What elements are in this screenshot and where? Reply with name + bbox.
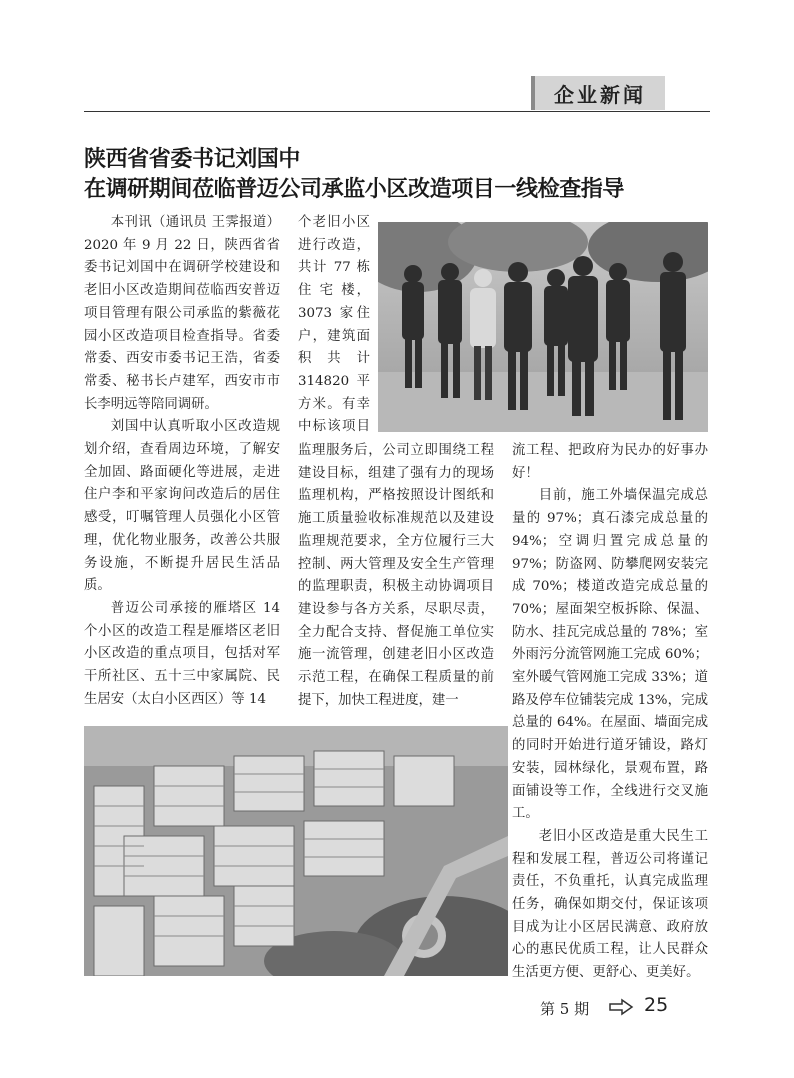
photo-aerial-residential-area <box>84 726 508 976</box>
section-tab: 企业新闻 <box>531 76 665 110</box>
text-column-narrow <box>298 212 370 439</box>
narrow-line: 314820 平 <box>298 373 370 389</box>
narrow-line: 积 共 计 <box>298 351 370 367</box>
pointing-hand-icon <box>608 996 634 1018</box>
narrow-line: 个老旧小区 <box>298 215 370 230</box>
narrow-line: 进行改造， <box>298 237 370 253</box>
article-title-line-2: 在调研期间莅临普迈公司承监小区改造项目一线检查指导 <box>84 177 625 202</box>
header-rule <box>84 111 710 112</box>
narrow-line: 中标该项目 <box>298 419 370 435</box>
paragraph-intro: 本刊讯（通讯员 王霁报道）2020 年 9 月 22 日，陕西省省委书记刘国中在调研学校建设和老旧小区改造期间莅临西安普迈项目管理有限公司承监的紫薇花园小区改造项目检查指导。省委常委、西安市委书记王浩，省委常委、秘书长卢建军，西安市市长李明远等陪同调研。 <box>84 215 280 412</box>
narrow-line: 户，建筑面 <box>298 328 370 344</box>
paragraph-project: 普迈公司承接的雁塔区 14 个小区的改造工程是雁塔区老旧小区改造的重点项目，包括对军干所社区、五十三中家属院、民生居安（太白小区西区）等 14 <box>84 600 280 707</box>
narrow-line: 3073 家住 <box>298 305 370 321</box>
text-column-right <box>512 440 708 985</box>
narrow-line: 共计 77 栋 <box>298 260 370 276</box>
paragraph-supervision: 监理服务后，公司立即围绕工程建设目标，组建了强有力的现场监理机构，严格按照设计图纸和施工质量验收标准规范以及建设监理规范要求，全方位履行三大控制、两大管理及安全生产管理的监理职责，积极主动协调项目建设参与各方关系，尽职尽责，全力配合支持、督促施工单位实施一流管理，创建老旧小区改造示范工程，在确保工程质量的前提下，加快工程进度，建一 <box>298 443 494 708</box>
narrow-line: 住 宅 楼， <box>298 283 370 299</box>
narrow-line: 方米。有幸 <box>298 396 370 412</box>
article-title-line-1: 陕西省省委书记刘国中 <box>84 147 301 172</box>
page-number: 25 <box>644 994 669 1016</box>
paragraph-conclusion: 老旧小区改造是重大民生工程和发展工程，普迈公司将谨记责任，不负重托，认真完成监理任务，确保如期交付，保证该项目成为让小区居民满意、政府放心的惠民优质工程，让人民群众生活更方便、更舒心、更美好。 <box>512 828 708 981</box>
paragraph-progress: 目前，施工外墙保温完成总量的 97%；真石漆完成总量的 94%；空调归置完成总量的 97%；防盗网、防攀爬网安装完成 70%；楼道改造完成总量的 70%；屋面架空板拆除、保温、防水、挂瓦完成总量的 78%；室外雨污分流管网施工完成 60%；室外暖气管网施工完成 33%；道路及停车位铺装完成 13%，完成总量的 64%。在屋面、墙面完成的同时开始进行道牙铺设，路灯安装，园林绿化，景观布置，路面铺设等工作，全线进行交叉施工。 <box>512 488 708 822</box>
paragraph-continuation: 流工程、把政府为民办的好事办好！ <box>512 443 708 481</box>
text-column-left <box>84 212 280 711</box>
photo-inspection-visit <box>378 222 708 432</box>
text-column-middle <box>298 440 494 712</box>
issue-number: 第 5 期 <box>540 1000 590 1018</box>
paragraph-inspection: 刘国中认真听取小区改造规划介绍，查看周边环境，了解安全加固、路面硬化等进展，走进住户李和平家询问改造后的居住感受，叮嘱管理人员强化小区管理，优化物业服务，改善公共服务设施，不断提升居民生活品质。 <box>84 419 280 594</box>
